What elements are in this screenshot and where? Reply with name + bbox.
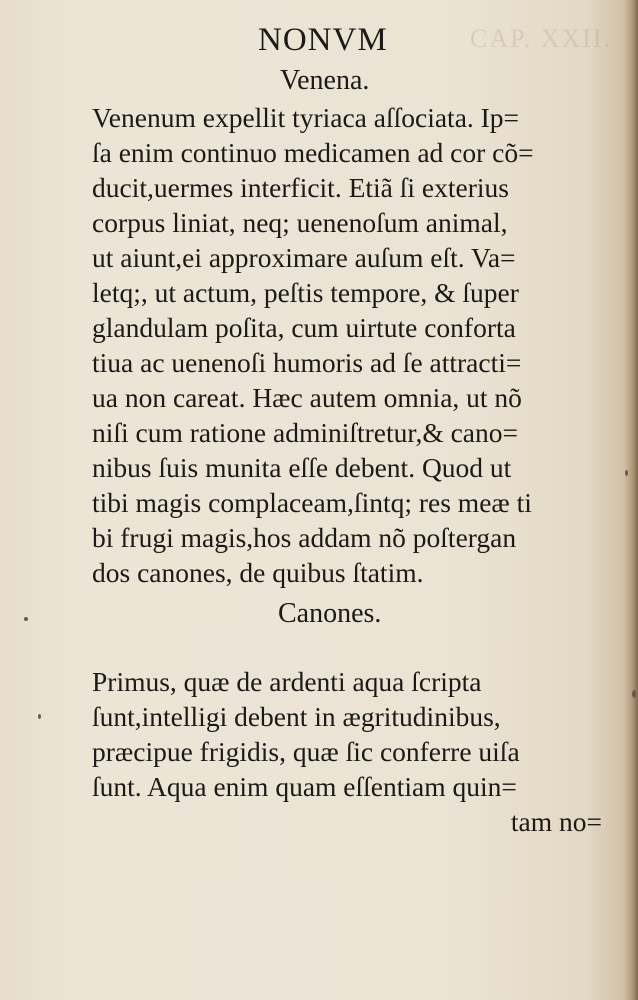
running-head: NONVM xyxy=(258,22,388,58)
text-line: dos canones, de quibus ſtatim. xyxy=(92,557,424,588)
text-line: tiua ac uenenoſi humoris ad ſe attracti= xyxy=(92,347,522,378)
show-through-ink: CAP. XXII. xyxy=(470,24,613,53)
text-line: letq;, ut actum, peſtis tempore, & ſuper xyxy=(92,277,519,308)
text-line: tibi magis complaceam,ſintq; res meæ ti xyxy=(92,487,532,518)
paper-speck xyxy=(632,690,636,698)
text-line: ſa enim continuo medicamen ad cor cõ= xyxy=(92,137,534,168)
paragraph-canones xyxy=(92,664,602,839)
text-line: ut aiunt,ei approximare auſum eſt. Va= xyxy=(92,242,516,273)
text-line: bi frugi magis,hos addam nõ poſtergan xyxy=(92,522,517,553)
text-line: Venenum expellit tyriaca aſſociata. Ip= xyxy=(92,102,520,133)
text-line: glandulam poſita, cum uirtute conforta xyxy=(92,312,516,343)
section-heading-venena: Venena. xyxy=(280,65,370,96)
text-line: ducit,uermes interficit. Etiã ſi exterius xyxy=(92,172,509,203)
paper-speck xyxy=(24,617,28,621)
text-line: corpus liniat, neq; uenenoſum animal, xyxy=(92,207,508,238)
paper-speck xyxy=(38,714,41,719)
paper-speck xyxy=(625,470,628,476)
page-edge-shadow xyxy=(624,0,638,1000)
text-line: niſi cum ratione adminiſtretur,& cano= xyxy=(92,417,519,448)
text-line: nibus ſuis munita eſſe debent. Quod ut xyxy=(92,452,512,483)
paragraph-venena xyxy=(92,100,534,590)
text-line: ua non careat. Hæc autem omnia, ut nõ xyxy=(92,382,522,413)
text-line: ſunt. Aqua enim quam eſſentiam quin= xyxy=(92,771,517,802)
text-line: Primus, quæ de ardenti aqua ſcripta xyxy=(92,666,482,697)
catchword-line: tam no= xyxy=(510,806,602,837)
text-line: præcipue frigidis, quæ ſic conferre uiſa xyxy=(92,736,520,767)
section-heading-canones: Canones. xyxy=(278,598,382,629)
text-line: ſunt,intelligi debent in ægritudinibus, xyxy=(92,701,501,732)
